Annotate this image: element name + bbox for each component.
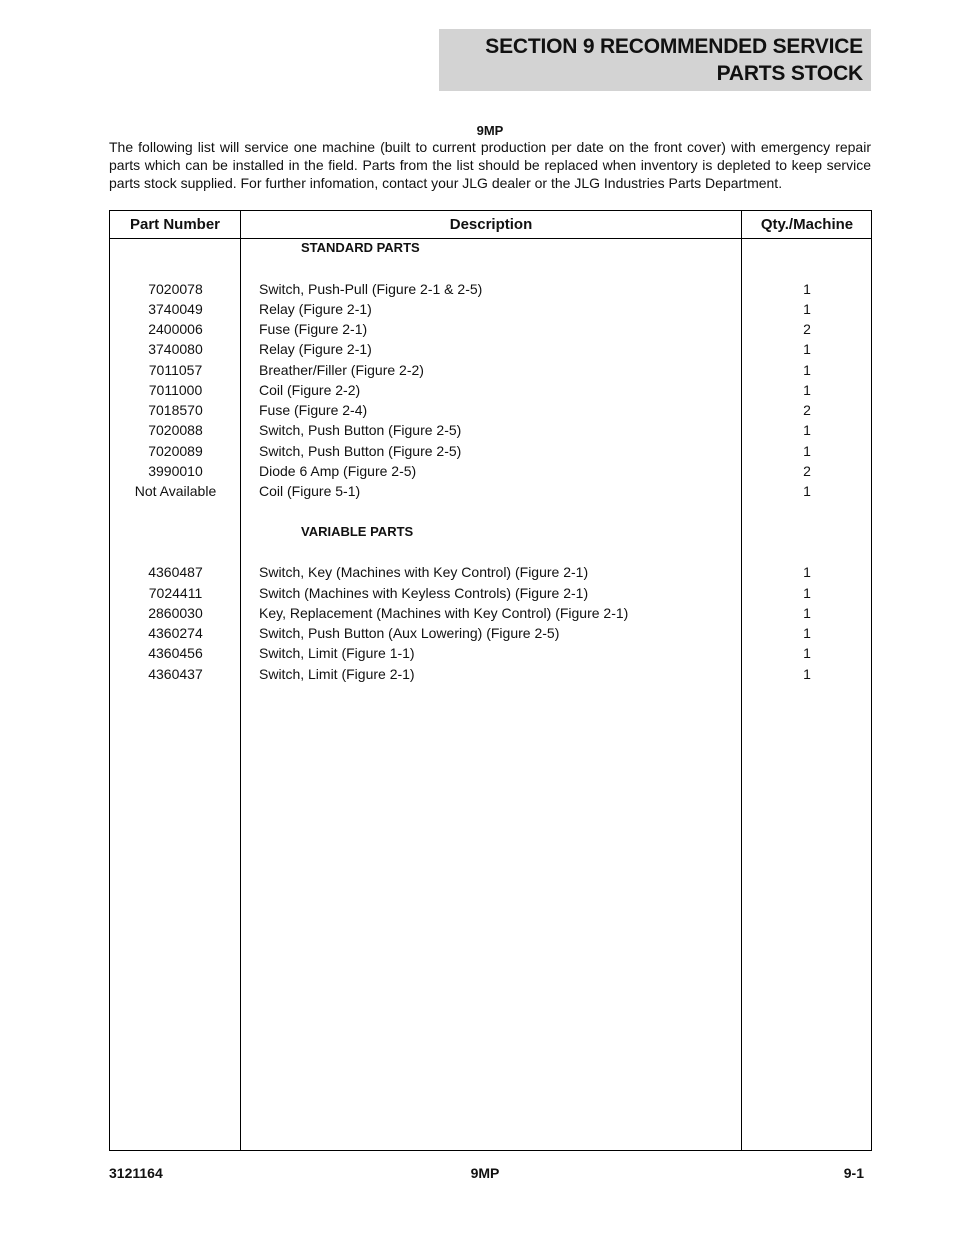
part-description: Fuse (Figure 2-4) (259, 402, 368, 418)
part-qty: 1 (803, 281, 811, 297)
part-number: 7020089 (148, 443, 203, 459)
table-row (110, 564, 871, 584)
table-row (110, 422, 871, 442)
part-qty: 1 (803, 483, 811, 499)
part-qty: 1 (803, 645, 811, 661)
section-title-line-1: SECTION 9 RECOMMENDED SERVICE (485, 35, 863, 58)
part-number: 4360274 (148, 625, 203, 641)
part-number: 3990010 (148, 463, 203, 479)
table-row (110, 666, 871, 686)
table-row (110, 645, 871, 665)
part-description: Coil (Figure 5-1) (259, 483, 361, 499)
footer-page-number: 9-1 (843, 1165, 864, 1181)
part-description: Fuse (Figure 2-1) (259, 321, 368, 337)
group-title-standard-parts: STANDARD PARTS (301, 240, 420, 255)
section-title-line-2: PARTS STOCK (716, 62, 863, 85)
table-row (110, 463, 871, 483)
part-qty: 1 (803, 666, 811, 682)
part-description: Switch, Push Button (Aux Lowering) (Figure 2-5) (259, 625, 560, 641)
table-row (110, 483, 871, 503)
parts-table (109, 210, 872, 1151)
table-row (110, 585, 871, 605)
part-number: 7024411 (148, 585, 203, 601)
table-row (110, 341, 871, 361)
part-description: Coil (Figure 2-2) (259, 382, 361, 398)
column-header-part-number: Part Number (129, 216, 221, 233)
part-qty: 1 (803, 443, 811, 459)
part-description: Switch, Limit (Figure 2-1) (259, 666, 415, 682)
table-row (110, 443, 871, 463)
part-qty: 1 (803, 605, 811, 621)
part-description: Switch, Push-Pull (Figure 2-1 & 2-5) (259, 281, 483, 297)
header-divider (110, 238, 871, 239)
group-title-variable-parts: VARIABLE PARTS (301, 524, 414, 539)
part-number: 3740080 (148, 341, 203, 357)
part-qty: 1 (803, 382, 811, 398)
part-number: 2400006 (148, 321, 203, 337)
part-number: 7020078 (148, 281, 203, 297)
table-row (110, 362, 871, 382)
part-number: Not Available (134, 483, 217, 499)
column-header-qty: Qty./Machine (760, 216, 854, 233)
intro-paragraph: The following list will service one machine (built to current production per date on the front cover) with emergency repair parts which can be installed in the field. Parts from the list should be replaced when inventory is depleted to keep service parts stock supplied. For further infomation, contact your JLG dealer or the JLG Industries Parts Department. (109, 139, 871, 191)
part-number: 4360437 (148, 666, 203, 682)
part-qty: 1 (803, 422, 811, 438)
part-description: Relay (Figure 2-1) (259, 341, 372, 357)
part-description: Switch, Key (Machines with Key Control) (Figure 2-1) (259, 564, 589, 580)
part-qty: 1 (803, 625, 811, 641)
part-description: Switch, Push Button (Figure 2-5) (259, 422, 462, 438)
part-number: 2860030 (148, 605, 203, 621)
footer-model: 9MP (470, 1165, 500, 1181)
part-description: Switch, Limit (Figure 1-1) (259, 645, 415, 661)
part-description: Diode 6 Amp (Figure 2-5) (259, 463, 417, 479)
part-description: Key, Replacement (Machines with Key Control) (Figure 2-1) (259, 605, 629, 621)
part-number: 7011000 (148, 382, 203, 398)
part-number: 4360487 (148, 564, 203, 580)
footer-doc-number: 3121164 (109, 1165, 163, 1181)
part-qty: 1 (803, 585, 811, 601)
part-qty: 1 (803, 362, 811, 378)
part-number: 7011057 (148, 362, 203, 378)
part-description: Switch, Push Button (Figure 2-5) (259, 443, 462, 459)
table-row (110, 281, 871, 301)
part-description: Relay (Figure 2-1) (259, 301, 372, 317)
part-number: 7018570 (148, 402, 203, 418)
part-qty: 1 (803, 341, 811, 357)
part-qty: 1 (803, 301, 811, 317)
section-header (439, 29, 871, 91)
part-number: 7020088 (148, 422, 203, 438)
table-row (110, 625, 871, 645)
table-row (110, 605, 871, 625)
part-qty: 1 (803, 564, 811, 580)
column-header-description: Description (449, 216, 533, 233)
table-row (110, 402, 871, 422)
part-description: Switch (Machines with Keyless Controls) (Figure 2-1) (259, 585, 589, 601)
table-row (110, 382, 871, 402)
part-qty: 2 (803, 321, 811, 337)
table-row (110, 301, 871, 321)
part-number: 4360456 (148, 645, 203, 661)
table-row (110, 321, 871, 341)
part-qty: 2 (803, 402, 811, 418)
part-description: Breather/Filler (Figure 2-2) (259, 362, 424, 378)
part-number: 3740049 (148, 301, 203, 317)
model-heading: 9MP (476, 123, 504, 138)
part-qty: 2 (803, 463, 811, 479)
